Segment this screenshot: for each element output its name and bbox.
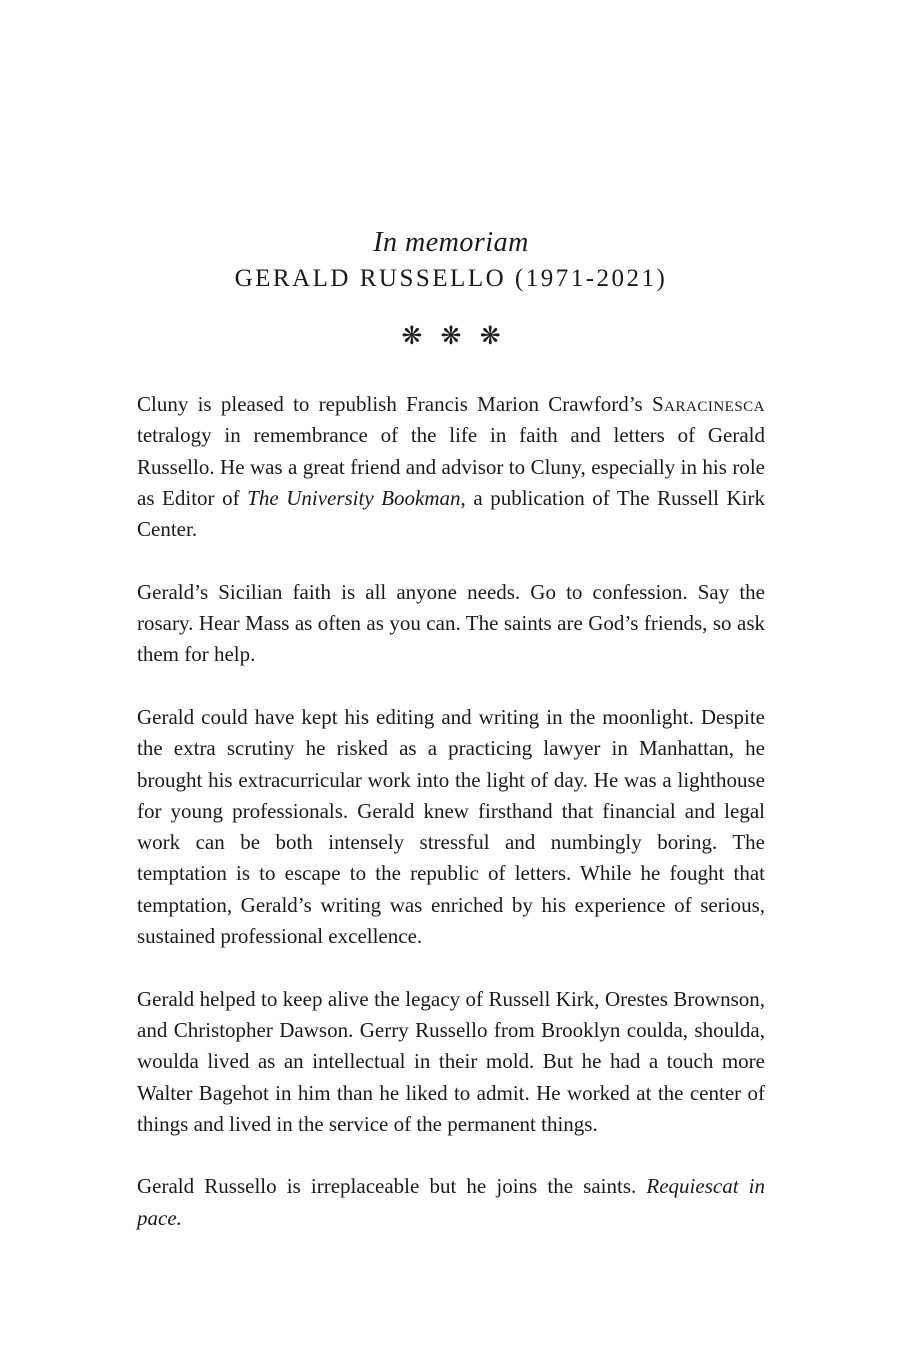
page-content [137, 226, 765, 1234]
body-text-segment: Gerald could have kept his editing and writing in the moonlight. Despite the extra scrutiny he risked as a practicing lawyer in Manhattan, he brought his extracurricular work into the light of day. He was a lighthouse for young professionals. Gerald knew firsthand that financial and legal work can be both intensely stressful and numbingly boring. The temptation is to escape to the republic of letters. While he fought that temptation, Gerald’s writing was enriched by his experience of serious, sustained professional excellence. [137, 704, 765, 949]
body-text-segment: , a publication of The Russell Kirk Center. [137, 485, 766, 542]
paragraph-faith [137, 577, 765, 671]
body-text-segment: Gerald Russello is irreplaceable but he joins the saints. [137, 1174, 647, 1199]
paragraph-farewell [137, 1171, 765, 1234]
latin-phrase-italic: Requiescat in pace. [137, 1174, 765, 1230]
paragraph-publisher-note [137, 389, 765, 545]
publication-title-italic: The University Bookman [247, 485, 461, 510]
body-text-segment: Gerald helped to keep alive the legacy of Russell Kirk, Orestes Brownson, and Christopher Dawson. Gerry Russello from Brooklyn coulda, shoulda, woulda lived as an intellectual in their mold. But he had a touch more Walter Bagehot in him than he liked to admit. He worked at the center of things and lived in the service of the permanent things. [137, 986, 765, 1136]
paragraph-career [137, 702, 765, 952]
paragraph-legacy [137, 984, 765, 1140]
book-title-smallcaps: Saracinesca [651, 392, 765, 416]
memoriam-heading: In memoriam [373, 227, 529, 258]
dedicatee-name-heading: GERALD RUSSELLO (1971-2021) [234, 265, 668, 292]
memorial-text [137, 389, 765, 1234]
body-text-segment: tetralogy in remembrance of the life in faith and letters of Gerald Russello. He was a great friend and advisor to Cluny, especially in his role as Editor of [137, 423, 765, 510]
fleuron-ornament-row: ❋ ❋ ❋ [401, 323, 501, 350]
body-text-segment: Gerald’s Sicilian faith is all anyone needs. Go to confession. Say the rosary. Hear Mass as often as you can. The saints are God’s friends, so ask them for help. [137, 579, 765, 667]
body-text-segment: Cluny is pleased to republish Francis Marion Crawford’s [137, 392, 652, 416]
